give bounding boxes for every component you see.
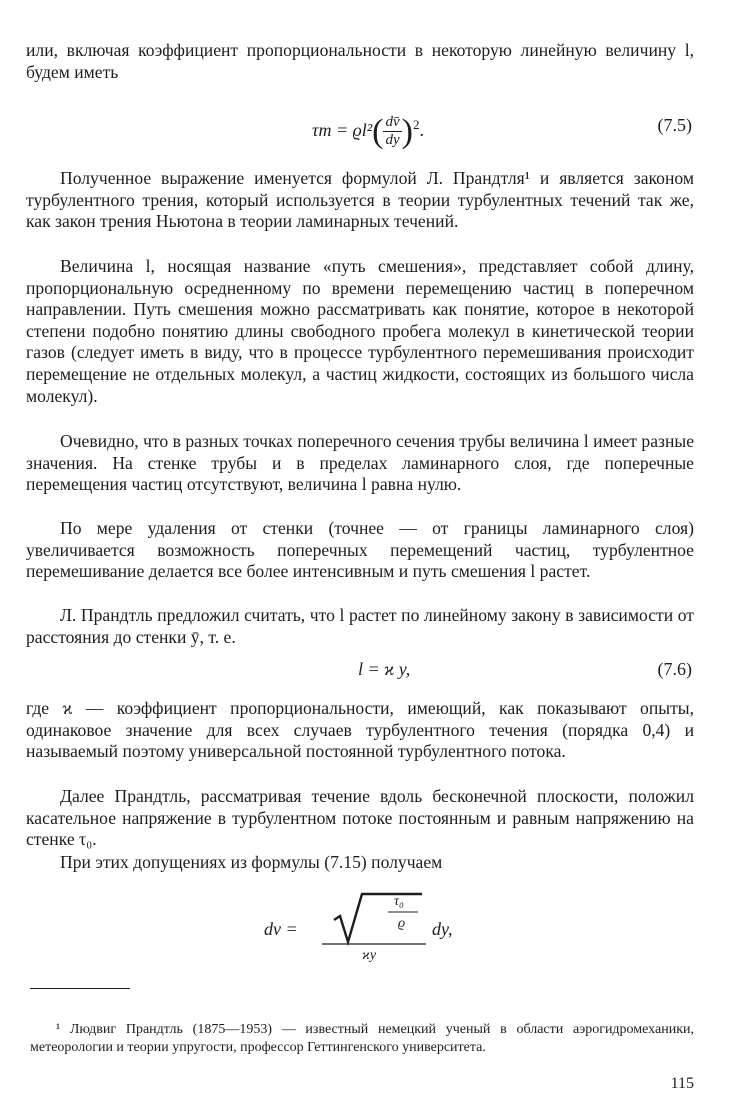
footnote-divider [30,988,130,989]
eq76-label: (7.6) [657,659,692,679]
paragraph-linear-law: Л. Прандтль предложил считать, что l растет по линейному закону в зависимости от расстояния до стенки ȳ, т. е. [26,605,694,647]
eq75-numerator: dv̄ [385,114,400,131]
eqdv-sqrt-denominator: ϱ [398,916,406,931]
eq76-body: l = ϰ y, [358,659,411,679]
paragraph-distance-from-wall: По мере удаления от стенки (точнее — от границы ламинарного слоя) увеличивается возможность поперечных перемещений частиц, турбулентное перемешивание делается все более интенсивным и путь смешения l растет. [26,518,694,582]
equation-7-5: τт = ϱl²( $\frac{dv̄}{dy}$ )$^2$. (7.5) [26,102,694,152]
paragraph-infinite-plane: Далее Прандтль, рассматривая течение вдоль бесконечной плоскости, положил касательное напряжение в турбулентном потоке постоянным и равным напряжению на стенке τ₀. [26,786,694,850]
eq75-denominator: dy [385,132,400,149]
eqdv-lhs: dv = [264,919,298,939]
eqdv-rhs: dy, [432,919,453,939]
eqdv-sqrt-numerator: τ₀ [394,894,404,909]
eqdv-fraction [318,892,428,963]
page-number: 115 [670,1075,694,1092]
paragraph-prandtl-formula: Полученное выражение именуется формулой Л. Прандтля¹ и является законом турбулентного трения, который используется в теории турбулентных течений так же, как закон трения Ньютона в теории ламинарных течений. [26,168,694,232]
eq75-exponent: 2 [412,117,420,132]
footnote: ¹ Людвиг Прандтль (1875—1953) — известный немецкий ученый в области аэрогидромеханики, метеорологии и теории упругости, профессор Геттингенского университета. [30,1022,694,1055]
paragraph-mixing-length: Величина l, носящая название «путь смешения», представляет собой длину, пропорциональную осредненному по времени перемещению частиц в поперечном направлении. Путь смешения можно рассматривать как понятие, которое в некоторой степени подобно понятию длины свободного пробега молекул в кинетической теории газов (следует иметь в виду, что в процессе турбулентного перемешивания происходит перемещение не отдельных молекул, а частиц жидкости, состоящих из большого числа молекул). [26,256,694,406]
eqdv-denominator: ϰy [362,948,377,963]
equation-7-6 [26,652,694,686]
paragraph-kappa: где ϰ — коэффициент пропорциональности, имеющий, как показывают опыты, одинаковое значение для всех случаев турбулентного течения (порядка 0,4) и называемый поэтому универсальной постоянной турбулентного потока. [26,698,694,762]
equation-dv [26,892,694,972]
paragraph-intro: или, включая коэффициент пропорциональности в некоторую линейную величину l, будем иметь [26,40,694,82]
eq75-fraction [383,114,401,149]
sqrt-radical-icon [318,892,428,956]
paragraph-wall-values: Очевидно, что в разных точках поперечного сечения трубы величина l имеет разные значения. На стенке трубы и в пределах ламинарного слоя, где поперечные перемещения частиц отсутствуют, величина l равна нулю. [26,431,694,495]
eq75-lhs: τт = ϱl² [312,120,373,140]
eq75-label: (7.5) [657,115,692,135]
paragraph-assumptions: При этих допущениях из формулы (7.15) получаем [60,852,443,872]
